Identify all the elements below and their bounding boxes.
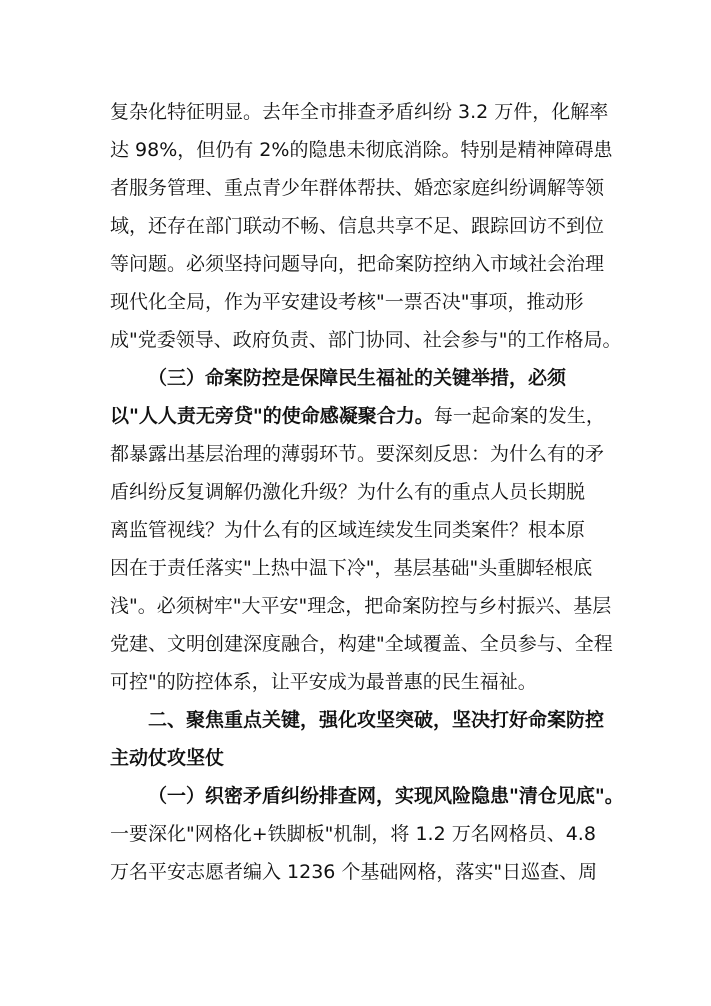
paragraph-line: 可控"的防控体系，让平安成为最普惠的民生福祉。 (110, 671, 537, 693)
paragraph-line: 域，还存在部门联动不畅、信息共享不足、跟踪回访不到位 (110, 215, 605, 237)
section-heading-line: （一）织密矛盾纠纷排查网，实现风险隐患"清仓见底"。 (148, 785, 624, 807)
paragraph-line: 等问题。必须坚持问题导向，把命案防控纳入市域社会治理 (110, 253, 605, 275)
mixed-heading-line (110, 404, 605, 428)
paragraph-line: 现代化全局，作为平安建设考核"一票否决"事项，推动形 (110, 291, 584, 313)
paragraph-line: 都暴露出基层治理的薄弱环节。要深刻反思：为什么有的矛 (110, 443, 605, 465)
paragraph-line: 盾纠纷反复调解仍激化升级？为什么有的重点人员长期脱 (110, 481, 586, 503)
paragraph-line: 者服务管理、重点青少年群体帮扶、婚恋家庭纠纷调解等领 (110, 177, 605, 199)
paragraph-text: 每一起命案的发生， (433, 405, 605, 427)
paragraph-line: 达 98%，但仍有 2%的隐患未彻底消除。特别是精神障碍患 (110, 139, 613, 161)
chapter-heading-line: 主动仗攻坚仗 (110, 747, 225, 769)
section-heading-line: （三）命案防控是保障民生福祉的关键举措，必须 (148, 367, 567, 389)
paragraph-line: 一要深化"网格化+铁脚板"机制，将 1.2 万名网格员、4.8 (110, 823, 596, 845)
paragraph-line: 复杂化特征明显。去年全市排查矛盾纠纷 3.2 万件，化解率 (110, 101, 609, 123)
paragraph-line: 因在于责任落实"上热中温下冷"，基层基础"头重脚轻根底 (110, 557, 593, 579)
chapter-heading-line: 二、聚焦重点关键，强化攻坚突破，坚决打好命案防控 (148, 709, 605, 731)
section-heading-continuation: 以"人人责无旁贷"的使命感凝聚合力。 (110, 405, 434, 427)
paragraph-line: 万名平安志愿者编入 1236 个基础网格，落实"日巡查、周 (110, 861, 598, 883)
paragraph-line: 离监管视线？为什么有的区域连续发生同类案件？根本原 (110, 519, 586, 541)
paragraph-line: 成"党委领导、政府负责、部门协同、社会参与"的工作格局。 (110, 329, 622, 351)
paragraph-line: 党建、文明创建深度融合，构建"全域覆盖、全员参与、全程 (110, 633, 613, 655)
paragraph-line: 浅"。必须树牢"大平安"理念，把命案防控与乡村振兴、基层 (110, 595, 612, 617)
